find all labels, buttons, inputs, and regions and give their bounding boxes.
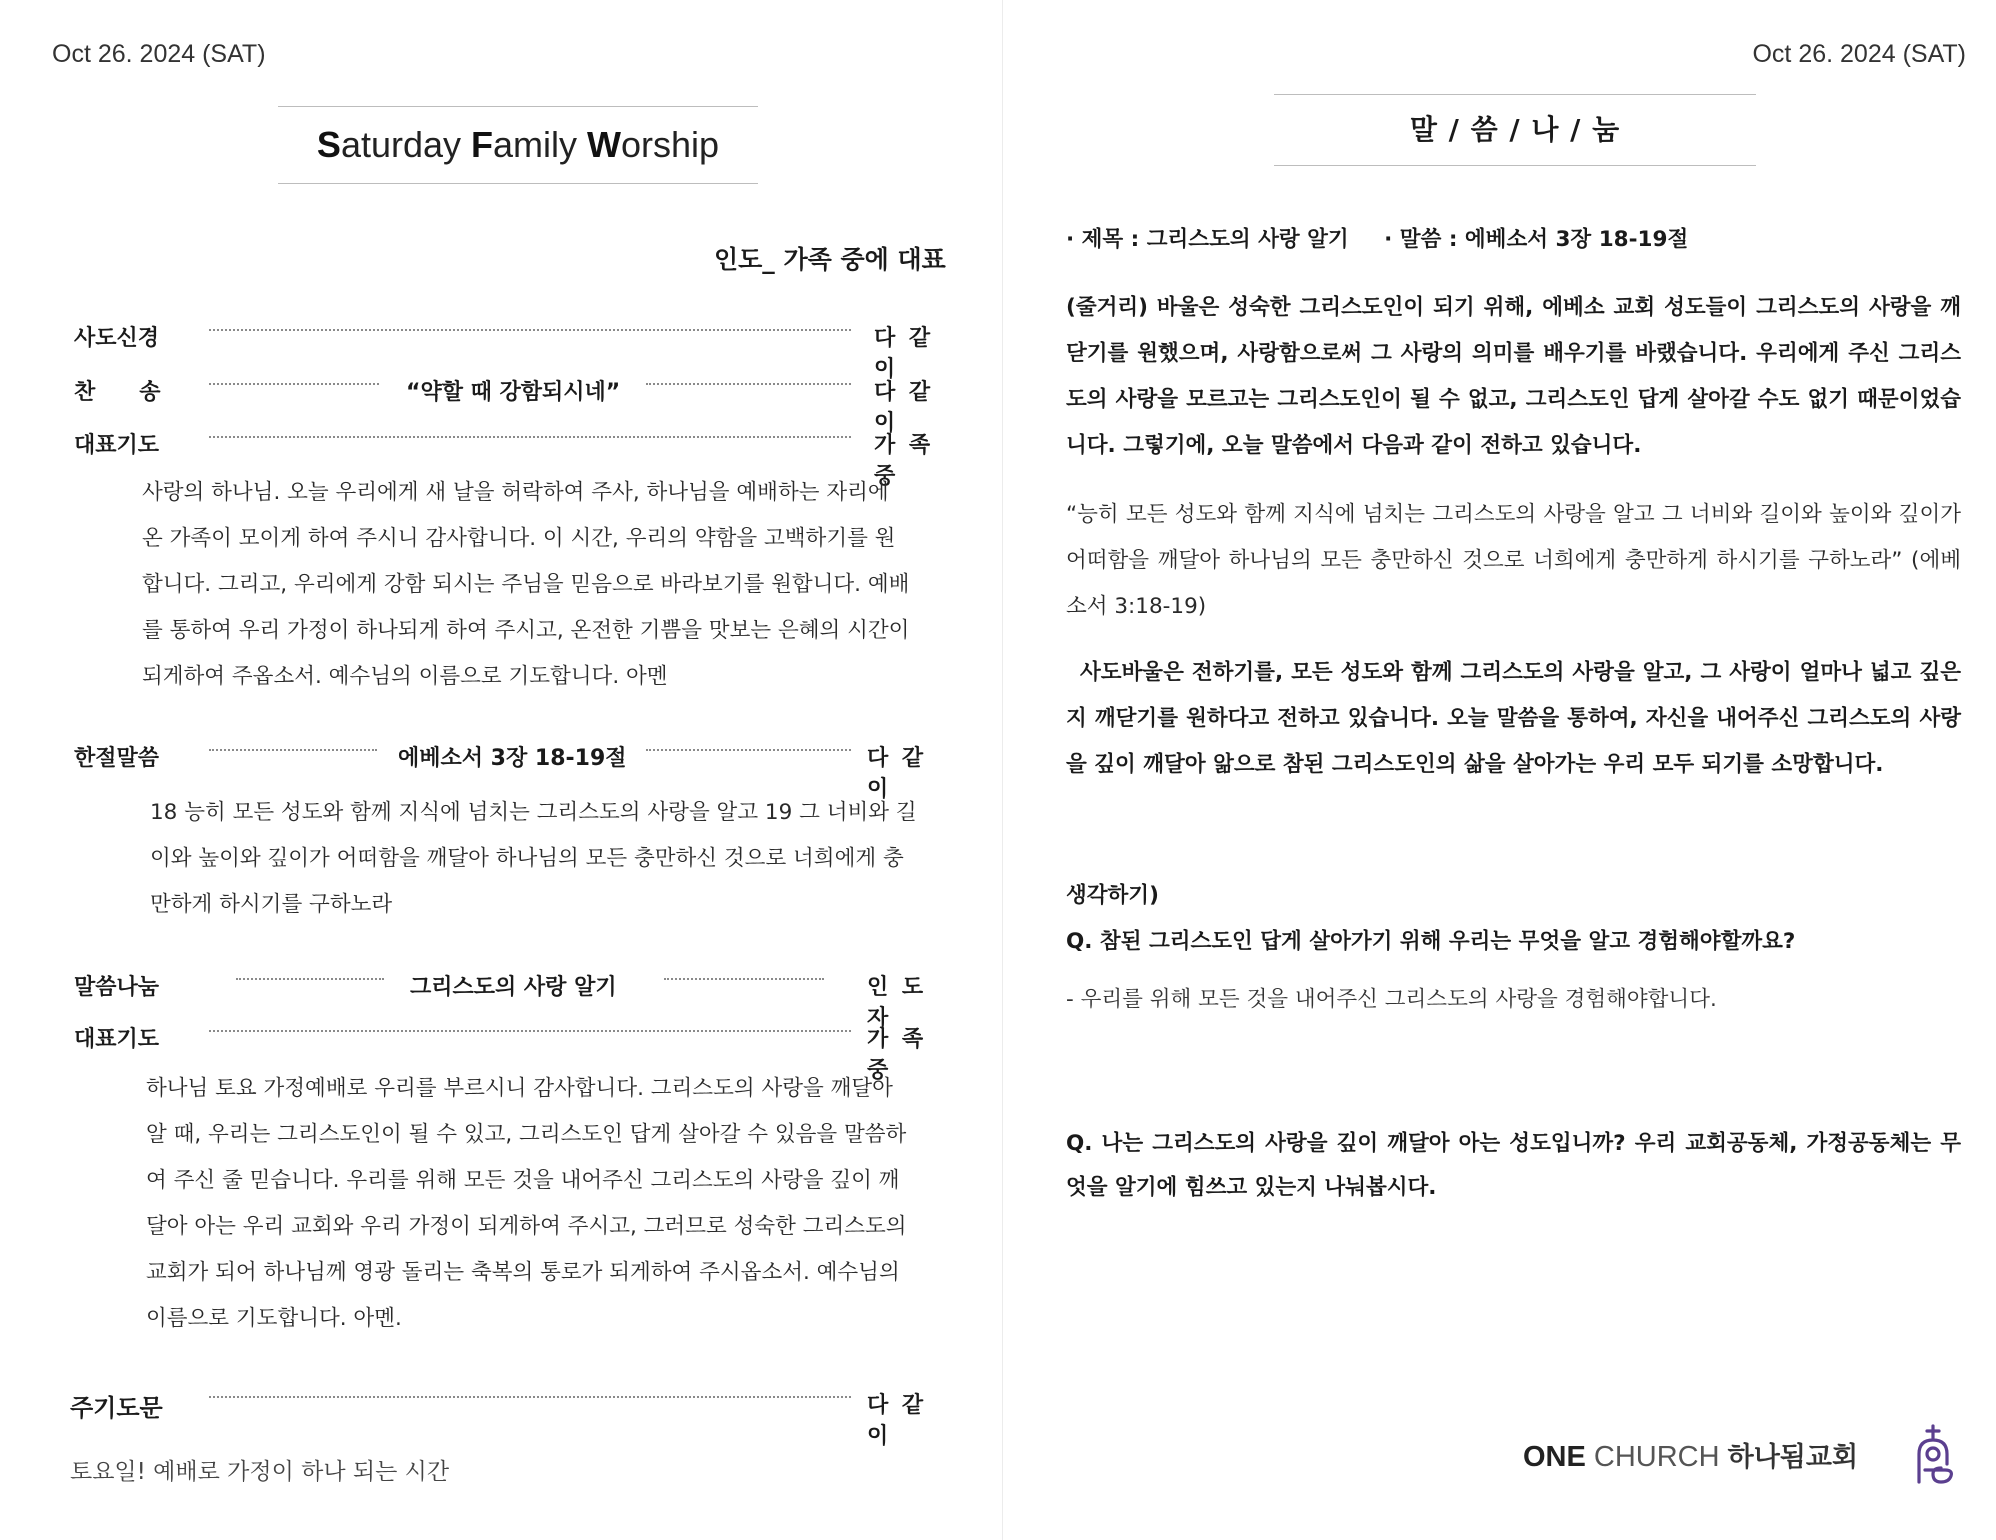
sermon-body: 사도바울은 전하기를, 모든 성도와 함께 그리스도의 사랑을 알고, 그 사랑이 얼마나 넓고 깊은지 깨닫기를 원하다고 전하고 있습니다. 오늘 말씀을 통하여, 자신을 내어주신 그리스도의 사랑을 깊이 깨달아 앎으로 참된 그리스도인의 삶을 살아가는 우리 모두 되기를 소망합니다. (1066, 660, 1961, 777)
leader-dots (209, 329, 851, 331)
sharing-title-box (1274, 94, 1756, 166)
order-label: 주기도문 (70, 1394, 163, 1422)
leader-dots (209, 1030, 851, 1032)
scripture-quote: “능히 모든 성도와 함께 지식에 넘치는 그리스도의 사랑을 알고 그 너비와 길이와 높이와 깊이가 어떠함을 깨달아 하나님의 모든 충만하신 것으로 너희에게 충만하게 하시기를 구하노라” (에베소서 3:18-19) (1066, 502, 1961, 619)
worship-title-box (278, 106, 758, 184)
order-row-verse (74, 733, 954, 802)
prayer-1-text: 사랑의 하나님. 오늘 우리에게 새 날을 허락하여 주사, 하나님을 예배하는 자리에 온 가족이 모이게 하여 주시니 감사합니다. 이 시간, 우리의 약함을 고백하기를 원합니다. 그리고, 우리에게 강함 되시는 주님을 믿음으로 바라보기를 원합니다. 예배를 통하여 우리 가정이 하나되게 하여 주시고, 온전한 기쁨을 맛보는 은혜의 시간이 되게하여 주옵소서. 예수님의 이름으로 기도합니다. 아멘 (142, 480, 910, 689)
order-label: 한절말씀 (74, 746, 160, 771)
hymn-title: “약할 때 강함되시네” (406, 380, 621, 405)
sermon-meta-title: · 제목 : 그리스도의 사랑 알기 (1066, 227, 1349, 252)
footer-slogan: 토요일! 예배로 가정이 하나 되는 시간 (70, 1459, 450, 1485)
sharing-title: 말 / 씀 / 나 / 눔 (1409, 113, 1621, 146)
answer-1: - 우리를 위해 모든 것을 내어주신 그리스도의 사랑을 경험해야합니다. (1066, 987, 1717, 1012)
prayer-2-text: 하나님 토요 가정예배로 우리를 부르시니 감사합니다. 그리스도의 사랑을 깨달아 알 때, 우리는 그리스도인이 될 수 있고, 그리스도인 답게 살아갈 수 있음을 말씀하여 주신 줄 믿습니다. 우리를 위해 모든 것을 내어주신 그리스도의 사랑을 깊이 깨달아 아는 우리 교회와 우리 가정이 되게하여 주시고, 그러므로 성숙한 그리스도의 교회가 되어 하나님께 영광 돌리는 축복의 통로가 되게하여 주시옵소서. 예수님의 이름으로 기도합니다. 아멘. (146, 1076, 907, 1331)
leader-dots (209, 383, 379, 385)
leader-dots (646, 383, 851, 385)
order-label: 사도신경 (74, 326, 160, 351)
order-row-prayer-1 (74, 420, 954, 489)
worship-title: Saturday Family Worship (316, 124, 720, 165)
sermon-meta-verse: · 말씀 : 에베소서 3장 18-19절 (1384, 227, 1689, 252)
leader-note: 인도_ 가족 중에 대표 (714, 245, 946, 274)
order-row-lords-prayer (70, 1380, 950, 1449)
sermon-meta (1066, 222, 1961, 253)
leader-dots (209, 749, 377, 751)
leader-dots (209, 436, 851, 438)
left-date: Oct 26. 2024 (SAT) (52, 40, 266, 68)
reflection-label: 생각하기) (1066, 883, 1159, 908)
sermon-summary: (줄거리) 바울은 성숙한 그리스도인이 되기 위해, 에베소 교회 성도들이 그리스도의 사랑을 깨닫기를 원했으며, 사랑함으로써 그 사랑의 의미를 배우기를 바랬습니다. 우리에게 주신 그리스도의 사랑을 모르고는 그리스도인이 될 수 없고, 그리스도인 답게 살아갈 수도 없기 때문이었습니다. 그렇기에, 오늘 말씀에서 다음과 같이 전하고 있습니다. (1066, 295, 1961, 458)
order-response: 가 족 중 (874, 433, 934, 489)
order-response: 다 같 이 (867, 1393, 927, 1449)
question-2: Q. 나는 그리스도의 사랑을 깊이 깨달아 아는 성도입니까? 우리 교회공동체, 가정공동체는 무엇을 알기에 힘쓰고 있는지 나눠봅시다. (1066, 1131, 1961, 1200)
verse-text: 18 능히 모든 성도와 함께 지식에 넘치는 그리스도의 사랑을 알고 19 그 너비와 길이와 높이와 깊이가 어떠함을 깨달아 하나님의 모든 충만하신 것으로 너희에게 충만하게 하시기를 구하노라 (150, 800, 917, 917)
order-row-sharing (74, 962, 954, 1031)
order-label: 찬 송 (74, 380, 161, 405)
leader-dots (664, 978, 824, 980)
leader-dots (646, 749, 851, 751)
verse-reference: 에베소서 3장 18-19절 (398, 746, 627, 771)
order-label: 말씀나눔 (74, 975, 160, 1000)
order-row-prayer-2 (74, 1014, 954, 1083)
right-page (1003, 0, 1996, 1540)
leader-dots (236, 978, 384, 980)
order-response: 다 같 이 (874, 326, 934, 382)
question-1: Q. 참된 그리스도인 답게 살아가기 위해 우리는 무엇을 알고 경험해야할까요? (1066, 929, 1796, 954)
order-response: 다 같 이 (867, 746, 927, 802)
order-row-hymn (74, 367, 954, 436)
sermon-title: 그리스도의 사랑 알기 (410, 975, 617, 1000)
church-logo-text: ONE CHURCH 하나됨교회 (1523, 1441, 1859, 1473)
order-label: 대표기도 (74, 1027, 160, 1052)
order-label: 대표기도 (74, 433, 160, 458)
order-response: 다 같 이 (874, 380, 934, 436)
leader-dots (209, 1396, 851, 1398)
order-row-creed (74, 313, 954, 382)
order-response: 가 족 중 (867, 1027, 927, 1083)
church-cross-icon (1911, 1424, 1959, 1488)
right-date: Oct 26. 2024 (SAT) (1752, 40, 1966, 68)
order-response: 인 도 자 (867, 975, 927, 1031)
